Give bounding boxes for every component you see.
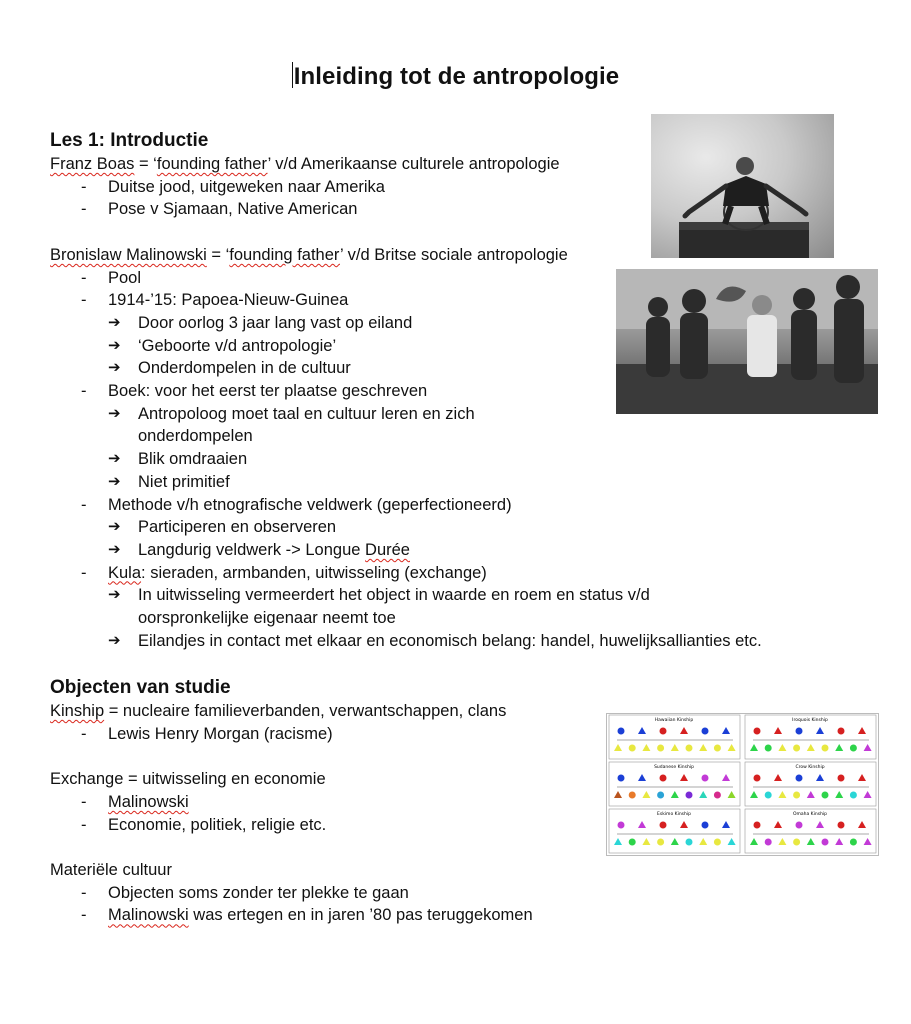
boas-photo-drawing <box>651 114 834 258</box>
kinship-child-symbol <box>714 792 721 799</box>
kinship-parent-symbol <box>680 727 688 734</box>
kinship-child-symbol <box>629 839 636 846</box>
arrow-item <box>50 584 738 629</box>
arrow-marker: ➔ <box>108 586 121 604</box>
kinship-child-symbol <box>642 838 650 845</box>
kinship-parent-symbol <box>680 774 688 781</box>
kinship-child-symbol <box>686 839 693 846</box>
kinship-parent-symbol <box>774 821 782 828</box>
kinship-child-symbol <box>686 745 693 752</box>
heading-les-1: Les 1: Introductie <box>50 130 209 151</box>
kinship-child-symbol <box>765 792 772 799</box>
kinship-child-symbol <box>793 792 800 799</box>
dash-marker: - <box>81 268 87 287</box>
malinowski-word: Malinowski <box>108 792 189 811</box>
dash-marker: - <box>81 291 87 310</box>
kinship-parent-symbol <box>858 774 866 781</box>
list-item-text: Pose v Sjamaan, Native American <box>108 200 358 219</box>
kinship-child-symbol <box>750 838 758 845</box>
kinship-parent-symbol <box>858 821 866 828</box>
list-item-text: : sieraden, armbanden, uitwisseling (exchange) <box>141 563 487 582</box>
kinship-child-symbol <box>822 839 829 846</box>
dash-marker: - <box>81 177 87 196</box>
dash-marker: - <box>81 724 87 743</box>
kinship-child-symbol <box>765 839 772 846</box>
kinship-child-symbol <box>822 792 829 799</box>
kinship-child-symbol <box>642 744 650 751</box>
kinship-parent-symbol <box>660 728 667 735</box>
arrow-item-text: Antropoloog moet taal en cultuur leren en zich onderdompelen <box>138 404 475 446</box>
kinship-child-symbol <box>629 792 636 799</box>
list-item-text: Methode v/h etnografische veldwerk (geperfectioneerd) <box>108 495 512 514</box>
kinship-parent-symbol <box>816 821 824 828</box>
malinowski-photo-drawing <box>616 269 878 414</box>
kinship-parent-symbol <box>618 775 625 782</box>
kinship-child-symbol <box>807 791 815 798</box>
kinship-parent-symbol <box>774 727 782 734</box>
arrow-item <box>50 471 830 494</box>
kinship-child-symbol <box>850 792 857 799</box>
kinship-parent-symbol <box>680 821 688 828</box>
dash-marker: - <box>81 200 87 219</box>
kinship-panel-label: Iroquois Kinship <box>792 718 828 723</box>
kinship-child-symbol <box>864 838 872 845</box>
list-item <box>50 562 830 585</box>
kinship-child-symbol <box>671 838 679 845</box>
kinship-parent-symbol <box>722 727 730 734</box>
kinship-child-symbol <box>778 744 786 751</box>
kinship-parent-symbol <box>660 822 667 829</box>
list-item-text: 1914-’15: Papoea-Nieuw-Guinea <box>108 291 349 310</box>
arrow-marker: ➔ <box>108 313 121 331</box>
kinship-child-symbol <box>728 744 736 751</box>
arrow-marker: ➔ <box>108 540 121 558</box>
arrow-item <box>50 539 830 562</box>
arrow-item-text: Onderdompelen in de cultuur <box>138 359 351 378</box>
text-cursor <box>292 62 293 88</box>
kinship-panel-label: Sudanese Kinship <box>654 765 694 770</box>
kinship-child-symbol <box>657 839 664 846</box>
arrow-marker: ➔ <box>108 518 121 536</box>
list-item-text: was ertegen en in jaren ’80 pas teruggekomen <box>188 906 533 925</box>
mal-rest: ’ v/d Britse sociale antropologie <box>340 245 568 264</box>
kinship-child-symbol <box>765 745 772 752</box>
dash-marker: - <box>81 906 87 925</box>
list-item-text: Duitse jood, uitgeweken naar Amerika <box>108 177 385 196</box>
kinship-parent-symbol <box>796 822 803 829</box>
kinship-parent-symbol <box>618 728 625 735</box>
kinship-parent-symbol <box>796 728 803 735</box>
kinship-child-symbol <box>778 791 786 798</box>
kinship-child-symbol <box>671 744 679 751</box>
kinship-child-symbol <box>671 791 679 798</box>
kinship-child-symbol <box>750 791 758 798</box>
kinship-child-symbol <box>750 744 758 751</box>
arrow-marker: ➔ <box>108 336 121 354</box>
kinship-parent-symbol <box>774 774 782 781</box>
kinship-child-symbol <box>850 839 857 846</box>
kinship-child-symbol <box>614 838 622 845</box>
arrow-item-text: Eilandjes in contact met elkaar en economisch belang: handel, huwelijksallianties etc. <box>138 631 762 650</box>
boas-rest: ’ v/d Amerikaanse culturele antropologie <box>267 155 560 173</box>
dash-marker: - <box>81 792 87 811</box>
dash-marker: - <box>81 563 87 582</box>
boas-eq: = ‘ <box>134 155 157 173</box>
spacer <box>50 652 830 675</box>
kinship-parent-symbol <box>618 822 625 829</box>
arrow-marker: ➔ <box>108 359 121 377</box>
duree-word: Durée <box>365 540 410 559</box>
kinship-parent-symbol <box>816 774 824 781</box>
mal-ff: founding father <box>229 245 340 264</box>
kinship-parent-symbol <box>754 728 761 735</box>
kinship-parent-symbol <box>722 821 730 828</box>
arrow-item-text: Niet primitief <box>138 472 230 491</box>
kinship-parent-symbol <box>754 822 761 829</box>
kinship-panel-label: Crow Kinship <box>795 765 825 770</box>
kinship-parent-symbol <box>838 728 845 735</box>
mal-name: Bronislaw Malinowski <box>50 245 207 264</box>
kinship-child-symbol <box>629 745 636 752</box>
kinship-parent-symbol <box>660 775 667 782</box>
arrow-marker: ➔ <box>108 472 121 490</box>
kinship-parent-symbol <box>816 727 824 734</box>
kinship-parent-symbol <box>702 775 709 782</box>
mal-eq: = ‘ <box>206 245 230 264</box>
kinship-parent-symbol <box>754 775 761 782</box>
arrow-item-text: Blik omdraaien <box>138 450 248 469</box>
list-item-text: Boek: voor het eerst ter plaatse geschreven <box>108 382 428 401</box>
kinship-child-symbol <box>793 839 800 846</box>
dash-marker: - <box>81 382 87 401</box>
list-item <box>50 882 830 905</box>
kinship-child-symbol <box>850 745 857 752</box>
kinship-diagrams <box>606 713 879 856</box>
kinship-child-symbol <box>714 839 721 846</box>
arrow-item <box>50 516 830 539</box>
arrow-item-text: In uitwisseling vermeerdert het object in waarde en roem en status v/d oorspronkelijke eigenaar neemt toe <box>138 586 650 628</box>
kinship-panel-label: Omaha Kinship <box>792 812 828 817</box>
exchange-line: Exchange = uitwisseling en economie <box>50 770 326 789</box>
malinowski-photo <box>616 269 878 414</box>
kinship-diagram-drawing <box>607 714 878 855</box>
arrow-marker: ➔ <box>108 450 121 468</box>
heading-objecten: Objecten van studie <box>50 677 231 699</box>
kinship-child-symbol <box>807 744 815 751</box>
arrow-marker: ➔ <box>108 631 121 649</box>
kinship-child-symbol <box>657 745 664 752</box>
kinship-parent-symbol <box>638 774 646 781</box>
arrow-item-text: ‘Geboorte v/d antropologie’ <box>138 336 337 355</box>
boas-ff: founding father <box>156 155 268 173</box>
document-title <box>0 62 911 91</box>
arrow-item <box>50 630 798 653</box>
kinship-child-symbol <box>835 791 843 798</box>
kinship-child-symbol <box>835 838 843 845</box>
material-line: Materiële cultuur <box>50 861 172 880</box>
list-item-text: Pool <box>108 268 142 287</box>
kinship-parent-symbol <box>838 822 845 829</box>
kinship-parent-symbol <box>796 775 803 782</box>
arrow-item-text: Participeren en observeren <box>138 518 337 537</box>
kinship-text: = nucleaire familieverbanden, verwantschappen, clans <box>104 702 507 721</box>
kinship-child-symbol <box>778 838 786 845</box>
kinship-parent-symbol <box>702 728 709 735</box>
kinship-child-symbol <box>642 791 650 798</box>
dash-marker: - <box>81 883 87 902</box>
malinowski-word: Malinowski <box>108 906 189 925</box>
list-item <box>50 904 830 927</box>
kinship-parent-symbol <box>858 727 866 734</box>
list-item <box>50 494 830 517</box>
kinship-parent-symbol <box>838 775 845 782</box>
kinship-child-symbol <box>728 838 736 845</box>
kinship-panel-label: Hawaiian Kinship <box>654 718 694 723</box>
kinship-child-symbol <box>699 744 707 751</box>
kinship-child-symbol <box>699 791 707 798</box>
kinship-child-symbol <box>657 792 664 799</box>
kinship-child-symbol <box>864 791 872 798</box>
arrow-marker: ➔ <box>108 404 121 422</box>
kinship-panel-label: Eskimo Kinship <box>657 812 691 817</box>
arrow-item <box>50 448 830 471</box>
boas-photo <box>651 114 834 258</box>
arrow-item-text: Langdurig veldwerk -> Longue <box>138 540 366 559</box>
kinship-child-symbol <box>614 791 622 798</box>
document-title-text: Inleiding tot de antropologie <box>293 63 620 90</box>
kinship-parent-symbol <box>702 822 709 829</box>
kinship-child-symbol <box>835 744 843 751</box>
arrow-item <box>50 403 530 448</box>
boas-name: Franz Boas <box>50 155 135 173</box>
dash-marker: - <box>81 815 87 834</box>
kinship-child-symbol <box>714 745 721 752</box>
kinship-word: Kinship <box>50 702 105 721</box>
arrow-item-text: Door oorlog 3 jaar lang vast op eiland <box>138 313 413 332</box>
kinship-child-symbol <box>699 838 707 845</box>
kinship-child-symbol <box>728 791 736 798</box>
kinship-child-symbol <box>793 745 800 752</box>
kinship-parent-symbol <box>638 727 646 734</box>
kinship-child-symbol <box>864 744 872 751</box>
kinship-child-symbol <box>686 792 693 799</box>
kula-word: Kula <box>108 563 142 582</box>
kinship-child-symbol <box>822 745 829 752</box>
list-item-text: Lewis Henry Morgan (racisme) <box>108 724 333 743</box>
list-item-text: Economie, politiek, religie etc. <box>108 815 327 834</box>
dash-marker: - <box>81 495 87 514</box>
kinship-child-symbol <box>807 838 815 845</box>
list-item-text: Objecten soms zonder ter plekke te gaan <box>108 883 409 902</box>
kinship-parent-symbol <box>638 821 646 828</box>
kinship-child-symbol <box>614 744 622 751</box>
kinship-parent-symbol <box>722 774 730 781</box>
